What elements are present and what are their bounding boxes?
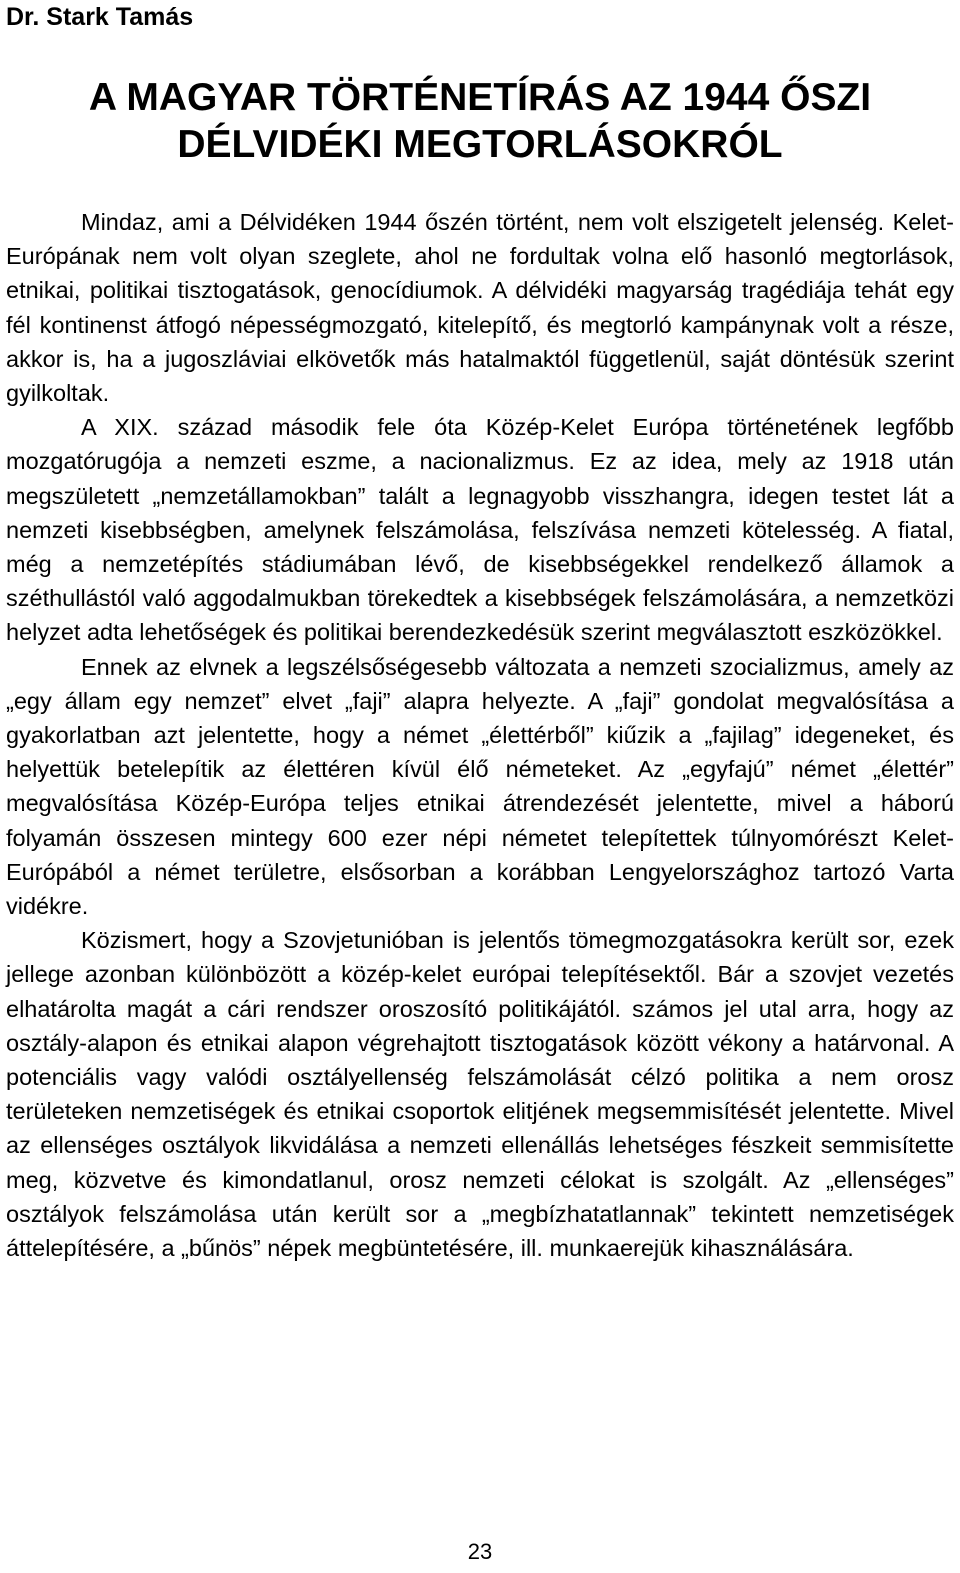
page-number: 23 [467,1539,493,1564]
title-line-1: A MAGYAR TÖRTÉNETÍRÁS AZ 1944 ŐSZI [88,76,872,119]
paragraph-1: Mindaz, ami a Délvidéken 1944 őszén történt, nem volt elszigetelt jelenség. Kelet-Európának nem volt olyan szeglete, ahol ne fordultak volna elő hasonló megtorlások, etnikai, politikai tisztogatások, genocídiumok. A délvidéki magyarság tragédiája tehát egy fél kontinenst átfogó népességmozgató, kitelepítő, és megtorló kampánynak volt a része, akkor is, ha a jugoszláviai elkövetők más hatalmaktól függetlenül, saját döntésük szerint gyilkoltak. [6,209,954,407]
paragraph-3: Ennek az elvnek a legszélsőségesebb változata a nemzeti szocializmus, amely az „egy állam egy nemzet” elvet „faji” alapra helyezte. A „faji” gondolat megvalósítása a gyakorlatban azt jelentette, hogy a német „élettérből” kiűzik a „fajilag” idegeneket, és helyettük betelepítik az élettéren kívül élő németeket. Az „egyfajú” német „élettér” megvalósítása Közép-Európa teljes etnikai átrendezését jelentette, mivel a háború folyamán összesen mintegy 600 ezer népi németet telepítettek túlnyomórészt Kelet-Európából a német területre, elsősorban a korábban Lengyelországhoz tartozó Varta vidékre. [6,653,954,920]
author-name: Dr. Stark Tamás [6,3,194,31]
paragraph-2: A XIX. század második fele óta Közép-Kelet Európa történetének legfőbb mozgatórugója a nemzeti eszme, a nacionalizmus. Ez az idea, mely az 1918 után megszületett „nemzetállamokban” talált a legnagyobb visszhangra, idegen testet lát a nemzeti kisebbségben, amelynek felszámolása, felszívása nemzeti kötelesség. A fiatal, még a nemzetépítés stádiumában lévő, de kisebbségekkel rendelkező államok a széthullástól való aggodalmukban törekedtek a kisebbségek felszámolására, a nemzetközi helyzet adta lehetőségek és politikai berendezkedésük szerint megválasztott eszközökkel. [6,414,954,646]
article-body [6,205,954,1265]
title-line-2: DÉLVIDÉKI MEGTORLÁSOKRÓL [177,123,783,166]
article-title [0,74,960,168]
paragraph-4: Közismert, hogy a Szovjetunióban is jelentős tömegmozgatásokra került sor, ezek jellege azonban különbözött a közép-kelet európai telepítésektől. Bár a szovjet vezetés elhatárolta magát a cári rendszer oroszosító politikájától. számos jel utal arra, hogy az osztály-alapon és etnikai alapon végrehajtott tisztogatások között vékony a határvonal. A potenciális vagy valódi osztályellenség felszámolását célzó politika a nem orosz területeken nemzetiségek és etnikai csoportok elitjének megsemmisítését jelentette. Mivel az ellenséges osztályok likvidálása a nemzeti ellenállás lehetséges fészkeit semmisítette meg, közvetve és kimondatlanul, orosz nemzeti célokat is szolgált. Az „ellenséges” osztályok felszámolása után került sor a „megbízhatatlannak” tekintett nemzetiségek áttelepítésére, a „bűnös” népek megbüntetésére, ill. munkaerejük kihasználására. [6,927,954,1262]
